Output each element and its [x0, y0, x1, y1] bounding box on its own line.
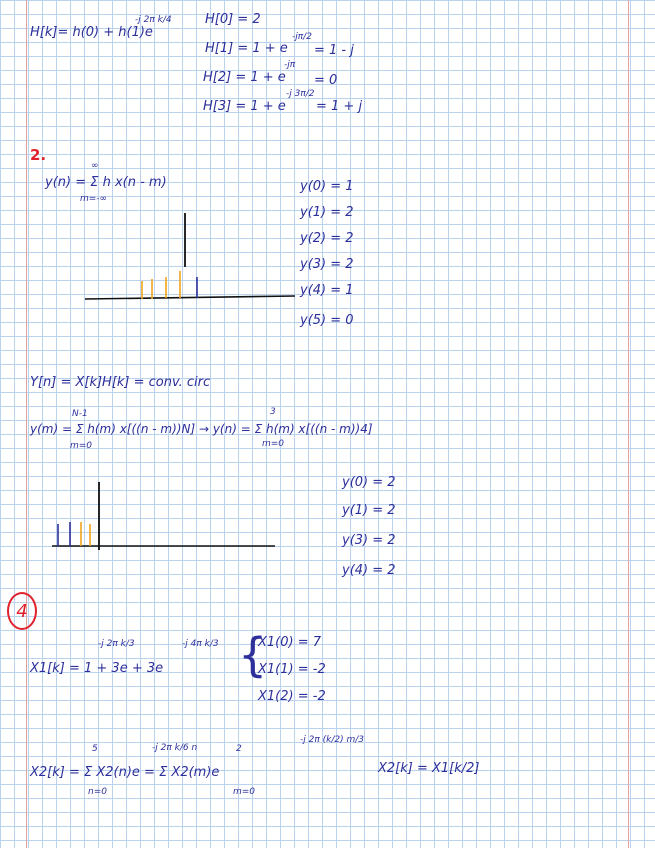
circular-conv-sketch [50, 480, 280, 560]
y-value: y(0) = 1 [300, 179, 354, 194]
H3-line: H[3] = 1 + e [203, 99, 286, 114]
circ-sum-upper-1: N-1 [72, 409, 88, 419]
X2-sum-upper-1: 5 [92, 744, 98, 754]
y-value: y(1) = 2 [300, 205, 354, 220]
y-circ-value: y(4) = 2 [342, 563, 396, 578]
H2-line: H[2] = 1 + e [203, 70, 286, 85]
axis-horizontal [85, 296, 295, 299]
circ-equation: y(m) = Σ h(m) x[((n - m))N] → y(n) = Σ h(m) x[((n - m))4] [30, 422, 373, 436]
X1-value: X1(0) = 7 [258, 635, 322, 650]
H1-line: H[1] = 1 + e [205, 41, 288, 56]
y-value: y(2) = 2 [300, 231, 354, 246]
conv-sum-lower: m=-∞ [80, 194, 108, 204]
X2-exponent-2: -j 2π (k/2) m/3 [300, 735, 364, 745]
X2-exponent-1: -j 2π k/6 n [152, 743, 198, 753]
y-value: y(4) = 1 [300, 283, 354, 298]
H3-exponent: -j 3π/2 [286, 89, 315, 99]
X2-sum-upper-2: 2 [236, 744, 242, 754]
X1-exponent-1: -j 2π k/3 [98, 639, 135, 649]
H1-exponent: -jπ/2 [292, 32, 312, 42]
circ-sum-upper-2: 3 [270, 407, 276, 417]
H2-result: = 0 [314, 73, 338, 88]
y-circ-value: y(1) = 2 [342, 503, 396, 518]
H1-result: = 1 - j [314, 43, 354, 58]
Y-equation: Y[n] = X[k]H[k] = conv. circ [30, 375, 211, 390]
H0-line: H[0] = 2 [205, 12, 261, 27]
y-value: y(3) = 2 [300, 257, 354, 272]
y-value: y(5) = 0 [300, 313, 354, 328]
X1-values-brace: { [238, 628, 268, 682]
X1-value: X1(1) = -2 [258, 662, 326, 677]
H3-result: = 1 + j [316, 99, 363, 114]
eq-H-k-exponent: -j 2π k/4 [135, 15, 172, 25]
H2-exponent: -jπ [284, 60, 296, 70]
circ-sum-lower-2: m=0 [262, 439, 285, 449]
y-circ-value: y(0) = 2 [342, 475, 396, 490]
eq-H-k: H[k]= h(0) + h(1)e [30, 25, 153, 40]
X2-equation: X2[k] = Σ X2(n)e = Σ X2(m)e [30, 765, 220, 780]
y-circ-value: y(3) = 2 [342, 533, 396, 548]
X2-result: X2[k] = X1[k/2] [378, 761, 480, 776]
X2-sum-lower-1: n=0 [88, 787, 107, 797]
X1-equation: X1[k] = 1 + 3e + 3e [30, 661, 164, 676]
circ-sum-lower-1: m=0 [70, 441, 93, 451]
section-4-label: 4 [7, 592, 37, 630]
conv-sum-upper: ∞ [91, 161, 99, 171]
X1-exponent-2: -j 4π k/3 [182, 639, 219, 649]
linear-conv-sketch [80, 205, 300, 310]
section-2-label: 2. [30, 146, 47, 164]
X2-sum-lower-2: m=0 [233, 787, 256, 797]
conv-equation: y(n) = Σ h x(n - m) [45, 175, 167, 190]
X1-value: X1(2) = -2 [258, 689, 326, 704]
